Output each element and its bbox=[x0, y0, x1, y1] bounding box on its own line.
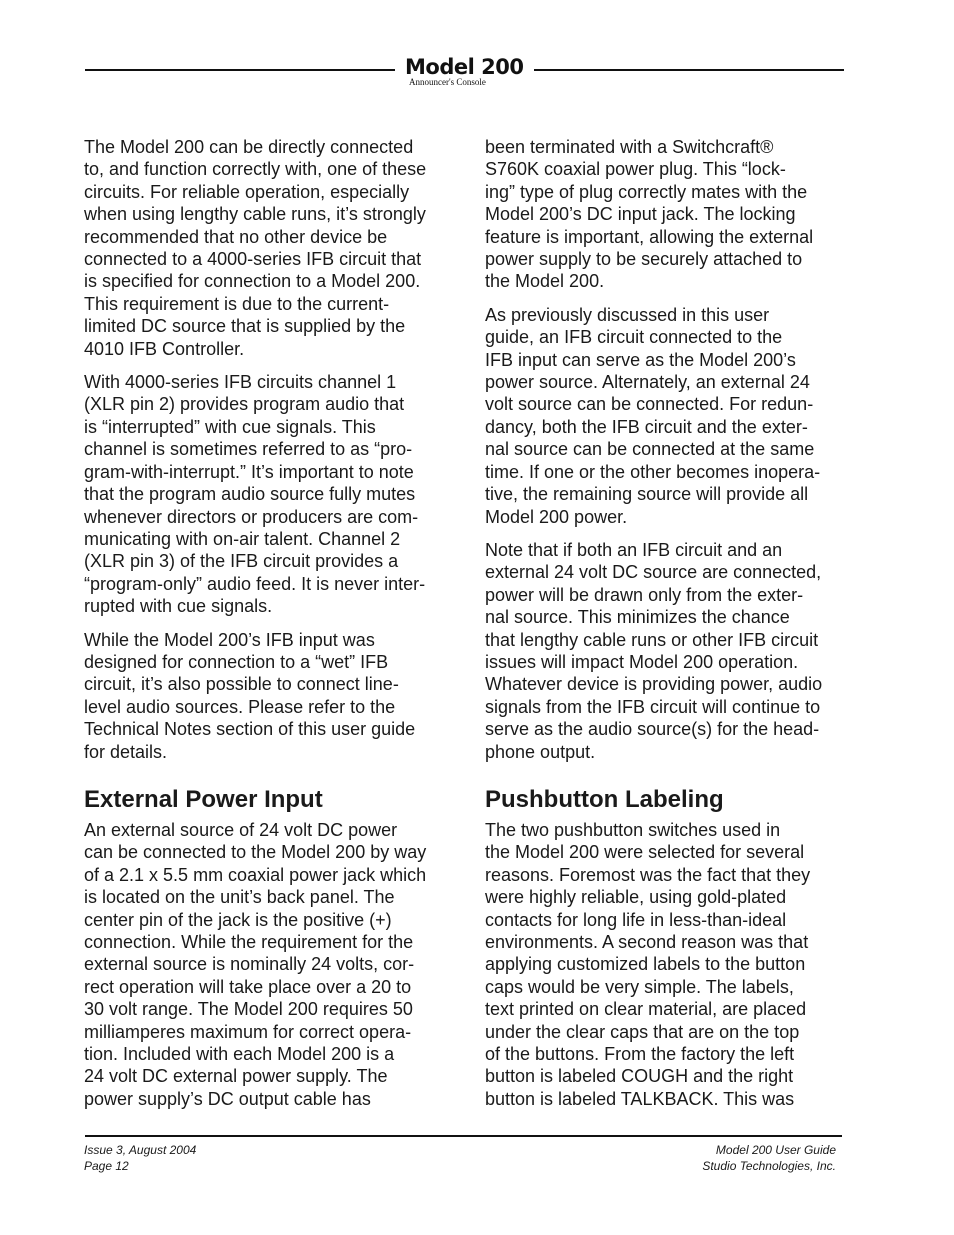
right-column bbox=[485, 136, 845, 1121]
section-heading-pushbutton-labeling: Pushbutton Labeling bbox=[485, 785, 724, 813]
header-rule-right bbox=[534, 69, 844, 71]
footer-guide-company: Model 200 User Guide Studio Technologies, Inc. bbox=[702, 1143, 836, 1173]
pushbutton-paragraph: The two pushbutton switches used in the Model 200 were selected for several reasons. Foremost was the fact that they were highly reliable, using gold-plated contacts for long life in less-than-ideal environments. A second reason was that applying customized labels to the button caps would be very simple. The labels, text printed on clear material, are placed under the clear caps that are on the top of the buttons. From the factory the left button is labeled COUGH and the right button is labeled TALKBACK. This was bbox=[485, 819, 811, 1109]
external-power-paragraph: An external source of 24 volt DC power can be connected to the Model 200 by way of a 2.1 x 5.5 mm coaxial power jack which is located on the unit’s back panel. The center pin of the jack is the positive (+) connection. While the requirement for the external source is nominally 24 volts, cor- rect operation will take place over a 20 to 30 volt range. The Model 200 requires 50 milliamperes maximum for correct opera- tion. Included with each Model 200 is a 24 volt DC external power supply. The power supply’s DC output cable has bbox=[84, 819, 427, 1109]
right-paragraph-2: As previously discussed in this user guide, an IFB circuit connected to the IFB input can serve as the Model 200’s power source. Alternately, an external 24 volt source can be connected. For redun- dancy, both the IFB circuit and the exter- nal source can be connected at the same time. If one or the other becomes inopera- tive, the remaining source will provide all Model 200 power. bbox=[485, 304, 821, 527]
left-column bbox=[84, 136, 448, 1121]
right-paragraph-1: been terminated with a Switchcraft® S760K coaxial power plug. This “lock- ing” type of plug correctly mates with the Model 200’s DC input jack. The locking feature is important, allowing the external power supply to be securely attached to the Model 200. bbox=[485, 137, 814, 292]
footer-issue-page: Issue 3, August 2004 Page 12 bbox=[84, 1143, 197, 1173]
section-heading-external-power-input: External Power Input bbox=[84, 785, 323, 813]
header-subtitle: Announcer's Console bbox=[409, 77, 486, 87]
header-rule-left bbox=[85, 69, 395, 71]
right-paragraph-3: Note that if both an IFB circuit and an external 24 volt DC source are connected, power will be drawn only from the exter- nal source. This minimizes the chance that lengthy cable runs or other IFB circuit issues will impact Model 200 operation. Whatever device is providing power, audio signals from the IFB circuit will continue to serve as the audio source(s) for the head- phone output. bbox=[485, 539, 823, 762]
left-paragraph-1: The Model 200 can be directly connected to, and function correctly with, one of these circuits. For reliable operation, especially when using lengthy cable runs, it’s strongly recommended that no other device be connected to a 4000-series IFB circuit that is specified for connection to a Model 200. This requirement is due to the current- limited DC source that is supplied by the 4010 IFB Controller. bbox=[84, 137, 427, 359]
header-title: Model 200 bbox=[405, 55, 524, 79]
left-paragraph-2: With 4000-series IFB circuits channel 1 (XLR pin 2) provides program audio that is “interrupted” with cue signals. This channel is sometimes referred to as “pro- gram-with-interrupt.” It’s important to note that the program audio source fully mutes whenever directors or producers are com- municating with on-air talent. Channel 2 (XLR pin 3) of the IFB circuit provides a “program-only” audio feed. It is never inter- rupted with cue signals. bbox=[84, 372, 426, 617]
left-paragraph-3: While the Model 200’s IFB input was designed for connection to a “wet” IFB circuit, it’s also possible to connect line- level audio sources. Please refer to the Technical Notes section of this user guide for details. bbox=[84, 629, 416, 762]
footer-rule bbox=[85, 1135, 842, 1137]
